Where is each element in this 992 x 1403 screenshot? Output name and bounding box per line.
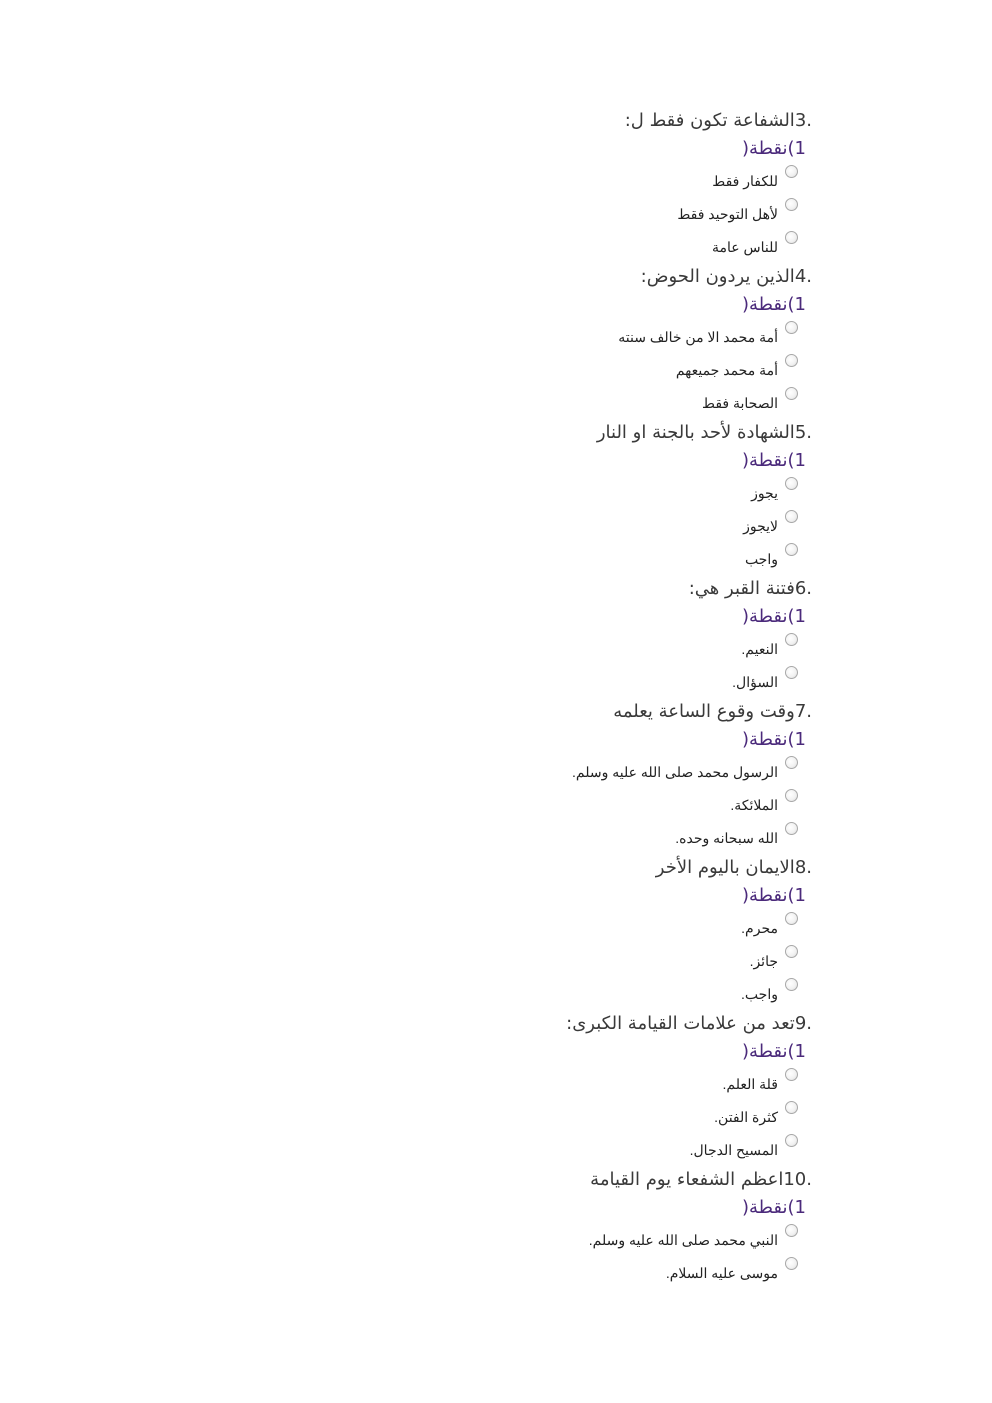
option-label[interactable]: للكفار فقط [712, 173, 778, 189]
radio-button-icon[interactable] [785, 510, 798, 523]
question-number: 3 [794, 110, 807, 131]
question-7 [392, 697, 812, 853]
option-label[interactable]: المسيح الدجال. [689, 1142, 778, 1158]
question-title: .3الشفاعة تكون فقط ل: [624, 110, 812, 131]
question-title: .9تعد من علامات القيامة الكبرى: [566, 1013, 812, 1034]
answer-option-q8-3[interactable] [392, 976, 812, 1009]
question-points: 1)نقطة( [741, 729, 806, 750]
question-text: الشهادة لأحد بالجنة او النار [596, 422, 795, 443]
option-label[interactable]: الرسول محمد صلى الله عليه وسلم. [572, 764, 778, 780]
question-number: 6 [794, 578, 807, 599]
option-label[interactable]: أمة محمد جميعهم [675, 362, 778, 378]
option-label[interactable]: الملائكة. [730, 797, 778, 813]
radio-button-icon[interactable] [785, 165, 798, 178]
question-text: الشفاعة تكون فقط ل: [624, 110, 795, 131]
question-title: .5الشهادة لأحد بالجنة او النار [596, 422, 812, 443]
question-points: 1)نقطة( [741, 1197, 806, 1218]
option-label[interactable]: لايجوز [743, 518, 778, 534]
radio-button-icon[interactable] [785, 789, 798, 802]
answer-option-q10-2[interactable] [392, 1255, 812, 1288]
option-label[interactable]: واجب. [741, 986, 778, 1002]
radio-button-icon[interactable] [785, 978, 798, 991]
option-label[interactable]: الصحابة فقط [702, 395, 778, 411]
radio-button-icon[interactable] [785, 198, 798, 211]
question-10 [392, 1165, 812, 1288]
option-label[interactable]: للناس عامة [712, 239, 778, 255]
question-text: تعد من علامات القيامة الكبرى: [566, 1013, 795, 1034]
question-points: 1)نقطة( [741, 138, 806, 159]
radio-button-icon[interactable] [785, 321, 798, 334]
answer-option-q8-1[interactable] [392, 910, 812, 943]
option-list [392, 1222, 812, 1288]
answer-option-q7-1[interactable] [392, 754, 812, 787]
question-title: .7وقت وقوع الساعة يعلمه [613, 701, 812, 722]
question-points: 1)نقطة( [741, 606, 806, 627]
question-title: .10اعظم الشفعاء يوم القيامة [590, 1169, 812, 1190]
radio-button-icon[interactable] [785, 1257, 798, 1270]
question-points: 1)نقطة( [741, 1041, 806, 1062]
question-points: 1)نقطة( [741, 885, 806, 906]
option-label[interactable]: النعيم. [741, 641, 778, 657]
question-title: .6فتنة القبر هي: [688, 578, 812, 599]
question-9 [392, 1009, 812, 1165]
option-label[interactable]: السؤال. [732, 674, 778, 690]
question-number: 10 [783, 1169, 807, 1190]
radio-button-icon[interactable] [785, 633, 798, 646]
question-5 [392, 418, 812, 574]
option-label[interactable]: جائز. [749, 953, 778, 969]
quiz-form [392, 106, 812, 1288]
answer-option-q4-1[interactable] [392, 319, 812, 352]
radio-button-icon[interactable] [785, 1224, 798, 1237]
answer-option-q5-2[interactable] [392, 508, 812, 541]
answer-option-q7-2[interactable] [392, 787, 812, 820]
question-text: وقت وقوع الساعة يعلمه [613, 701, 795, 722]
radio-button-icon[interactable] [785, 756, 798, 769]
radio-button-icon[interactable] [785, 354, 798, 367]
answer-option-q3-2[interactable] [392, 196, 812, 229]
answer-option-q8-2[interactable] [392, 943, 812, 976]
question-text: الذين يردون الحوض: [640, 266, 795, 287]
answer-option-q5-3[interactable] [392, 541, 812, 574]
option-list [392, 163, 812, 262]
option-label[interactable]: قلة العلم. [722, 1076, 778, 1092]
option-label[interactable]: يجوز [751, 485, 778, 501]
question-3 [392, 106, 812, 262]
answer-option-q3-1[interactable] [392, 163, 812, 196]
option-label[interactable]: واجب [744, 551, 778, 567]
option-label[interactable]: الله سبحانه وحده. [675, 830, 778, 846]
radio-button-icon[interactable] [785, 1068, 798, 1081]
question-title: .8الايمان باليوم الأخر [655, 857, 812, 878]
answer-option-q6-1[interactable] [392, 631, 812, 664]
question-number: 5 [794, 422, 807, 443]
answer-option-q9-3[interactable] [392, 1132, 812, 1165]
option-list [392, 319, 812, 418]
answer-option-q4-2[interactable] [392, 352, 812, 385]
question-number: 4 [794, 266, 807, 287]
radio-button-icon[interactable] [785, 477, 798, 490]
radio-button-icon[interactable] [785, 666, 798, 679]
question-6 [392, 574, 812, 697]
radio-button-icon[interactable] [785, 912, 798, 925]
answer-option-q9-2[interactable] [392, 1099, 812, 1132]
radio-button-icon[interactable] [785, 231, 798, 244]
answer-option-q10-1[interactable] [392, 1222, 812, 1255]
option-label[interactable]: كثرة الفتن. [714, 1109, 778, 1125]
option-list [392, 475, 812, 574]
question-text: الايمان باليوم الأخر [655, 857, 795, 878]
answer-option-q9-1[interactable] [392, 1066, 812, 1099]
answer-option-q4-3[interactable] [392, 385, 812, 418]
answer-option-q7-3[interactable] [392, 820, 812, 853]
question-points: 1)نقطة( [741, 450, 806, 471]
question-text: فتنة القبر هي: [688, 578, 795, 599]
question-number: 9 [794, 1013, 807, 1034]
radio-button-icon[interactable] [785, 1134, 798, 1147]
option-label[interactable]: موسى عليه السلام. [665, 1265, 778, 1281]
question-text: اعظم الشفعاء يوم القيامة [590, 1169, 784, 1190]
option-list [392, 910, 812, 1009]
question-4 [392, 262, 812, 418]
radio-button-icon[interactable] [785, 945, 798, 958]
question-title: .4الذين يردون الحوض: [640, 266, 812, 287]
option-label[interactable]: أمة محمد الا من خالف سنته [618, 329, 778, 345]
radio-button-icon[interactable] [785, 1101, 798, 1114]
option-label[interactable]: النبي محمد صلى الله عليه وسلم. [588, 1232, 778, 1248]
option-list [392, 754, 812, 853]
option-label[interactable]: لأهل التوحيد فقط [677, 206, 778, 222]
question-number: 7 [794, 701, 807, 722]
radio-button-icon[interactable] [785, 387, 798, 400]
answer-option-q6-2[interactable] [392, 664, 812, 697]
radio-button-icon[interactable] [785, 822, 798, 835]
question-points: 1)نقطة( [741, 294, 806, 315]
answer-option-q3-3[interactable] [392, 229, 812, 262]
question-8 [392, 853, 812, 1009]
radio-button-icon[interactable] [785, 543, 798, 556]
question-number: 8 [794, 857, 807, 878]
answer-option-q5-1[interactable] [392, 475, 812, 508]
option-label[interactable]: محرم. [741, 920, 778, 936]
option-list [392, 631, 812, 697]
option-list [392, 1066, 812, 1165]
